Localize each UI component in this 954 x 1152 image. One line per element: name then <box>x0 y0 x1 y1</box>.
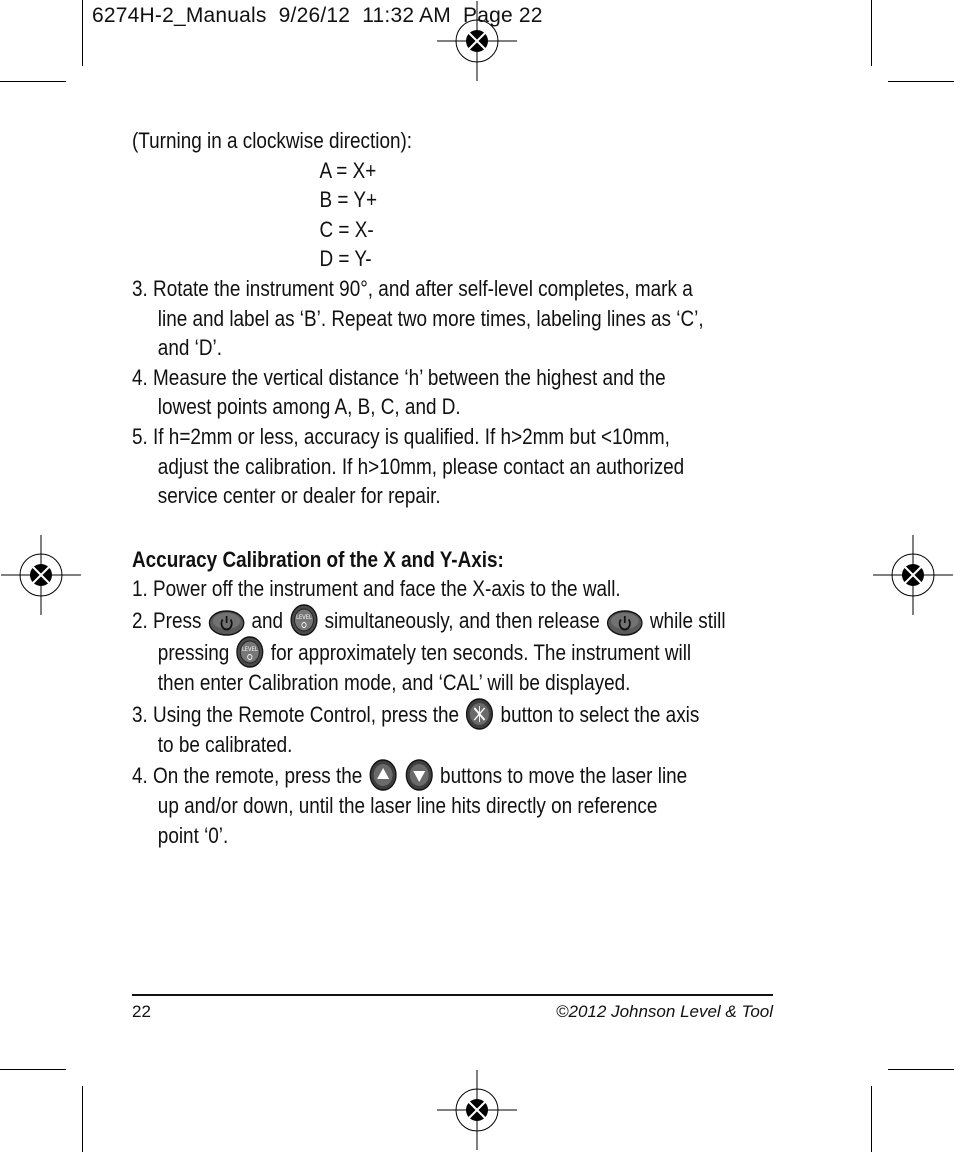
cal-step2-text: while still <box>649 607 726 633</box>
crop-mark-top-left-v <box>82 0 83 66</box>
cal-step3-text: 3. Using the Remote Control, press the <box>132 701 460 727</box>
footer-rule <box>132 994 773 996</box>
cal-step4-line1 <box>132 759 786 791</box>
cal-step2-text: simultaneously, and then release <box>324 607 600 633</box>
cal-step2-text: 2. Press <box>132 607 202 633</box>
cal-step4-line2: up and/or down, until the laser line hits directly on reference <box>157 793 658 819</box>
registration-mark-icon <box>437 1 517 81</box>
level-button-icon <box>290 604 318 636</box>
level-button-label: LEVEL <box>242 646 258 654</box>
axis-select-button-icon <box>466 698 494 730</box>
level-button-icon <box>236 636 264 668</box>
cal-step3-text: button to select the axis <box>500 701 700 727</box>
intro-text: (Turning in a clockwise direction): <box>132 128 413 153</box>
power-button-icon <box>208 610 244 636</box>
crop-mark-top-left-h <box>0 81 66 82</box>
cal-step2-text: and <box>251 607 284 633</box>
crop-mark-top-right-v <box>871 0 872 66</box>
page-number: 22 <box>132 1002 151 1021</box>
cal-step2-line3: then enter Calibration mode, and ‘CAL’ will be displayed. <box>157 669 631 695</box>
crop-mark-top-right-h <box>888 81 954 82</box>
registration-mark-icon <box>873 535 953 615</box>
step3-line1: 3. Rotate the instrument 90°, and after self-level completes, mark a <box>132 275 693 301</box>
registration-mark-icon <box>1 535 81 615</box>
cal-step2-line2 <box>132 636 786 668</box>
cal-step3-line2: to be calibrated. <box>157 731 293 757</box>
cal-step4-text: 4. On the remote, press the <box>132 763 363 789</box>
power-button-icon <box>607 610 643 636</box>
print-slug: 6274H-2_Manuals 9/26/12 11:32 AM Page 22 <box>92 4 543 27</box>
step4-line1: 4. Measure the vertical distance ‘h’ between the highest and the <box>132 364 666 390</box>
section-heading: Accuracy Calibration of the X and Y-Axis: <box>132 546 504 572</box>
cal-step2-line1 <box>132 604 786 636</box>
crop-mark-bottom-left-v <box>82 1086 83 1152</box>
down-arrow-button-icon <box>406 759 434 791</box>
crop-mark-bottom-right-v <box>871 1086 872 1152</box>
up-arrow-button-icon <box>369 759 397 791</box>
copyright: ©2012 Johnson Level & Tool <box>556 1002 773 1021</box>
mapping-a: A = X+ <box>319 157 377 183</box>
cal-step1: 1. Power off the instrument and face the X-axis to the wall. <box>132 576 621 602</box>
mapping-b: B = Y+ <box>319 187 377 213</box>
step5-line2: adjust the calibration. If h>10mm, please contact an authorized <box>157 453 685 479</box>
step5-line3: service center or dealer for repair. <box>157 483 441 509</box>
step4-line2: lowest points among A, B, C, and D. <box>157 394 461 420</box>
cal-step2-text: for approximately ten seconds. The instrument will <box>270 639 692 665</box>
mapping-c: C = X- <box>319 216 374 242</box>
step3-line3: and ‘D’. <box>157 335 222 361</box>
manual-body <box>132 126 786 850</box>
step5-line1: 5. If h=2mm or less, accuracy is qualified. If h>2mm but <10mm, <box>132 423 670 449</box>
mapping-d: D = Y- <box>319 246 372 272</box>
cal-step4-text: buttons to move the laser line <box>440 763 688 789</box>
crop-mark-bottom-left-h <box>0 1069 66 1070</box>
cal-step2-text: pressing <box>157 639 230 665</box>
cal-step4-line3: point ‘0’. <box>157 822 229 848</box>
step3-line2: line and label as ‘B’. Repeat two more times, labeling lines as ‘C’, <box>157 305 704 331</box>
level-button-label: LEVEL <box>295 614 312 622</box>
registration-mark-icon <box>437 1070 517 1150</box>
crop-mark-bottom-right-h <box>888 1069 954 1070</box>
cal-step3-line1 <box>132 698 786 730</box>
